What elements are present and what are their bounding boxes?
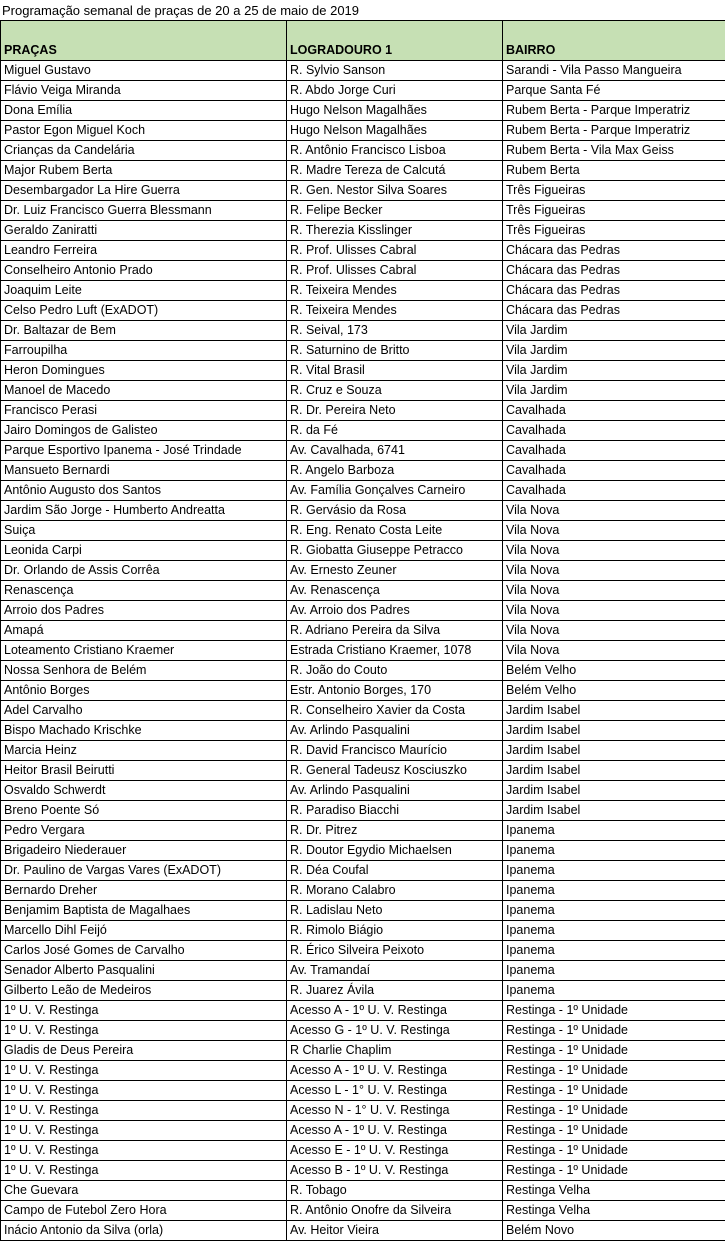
cell-bairro: Restinga - 1º Unidade (503, 1121, 725, 1141)
cell-praca: 1º U. V. Restinga (1, 1081, 287, 1101)
cell-logradouro: R. Morano Calabro (287, 881, 503, 901)
cell-praca: Celso Pedro Luft (ExADOT) (1, 301, 287, 321)
cell-logradouro: R. Angelo Barboza (287, 461, 503, 481)
cell-bairro: Restinga Velha (503, 1181, 725, 1201)
cell-bairro: Restinga Velha (503, 1201, 725, 1221)
cell-bairro: Chácara das Pedras (503, 261, 725, 281)
cell-bairro: Chácara das Pedras (503, 301, 725, 321)
cell-bairro: Ipanema (503, 961, 725, 981)
cell-praca: Osvaldo Schwerdt (1, 781, 287, 801)
table-row (1, 521, 725, 541)
table-row (1, 881, 725, 901)
cell-logradouro: Av. Ernesto Zeuner (287, 561, 503, 581)
cell-bairro: Restinga - 1º Unidade (503, 1161, 725, 1181)
table-row (1, 1081, 725, 1101)
cell-logradouro: Av. Renascença (287, 581, 503, 601)
table-row (1, 581, 725, 601)
table-row (1, 801, 725, 821)
cell-bairro: Ipanema (503, 841, 725, 861)
cell-praca: Pedro Vergara (1, 821, 287, 841)
table-row (1, 1161, 725, 1181)
cell-praca: Farroupilha (1, 341, 287, 361)
table-row (1, 161, 725, 181)
cell-bairro: Rubem Berta - Parque Imperatriz (503, 101, 725, 121)
cell-bairro: Vila Nova (503, 621, 725, 641)
cell-bairro: Rubem Berta - Parque Imperatriz (503, 121, 725, 141)
cell-logradouro: Acesso A - 1º U. V. Restinga (287, 1001, 503, 1021)
cell-bairro: Vila Nova (503, 541, 725, 561)
table-row (1, 481, 725, 501)
cell-praca: Pastor Egon Miguel Koch (1, 121, 287, 141)
cell-bairro: Três Figueiras (503, 201, 725, 221)
cell-logradouro: R. Cruz e Souza (287, 381, 503, 401)
header-logradouro: LOGRADOURO 1 (287, 41, 503, 61)
cell-praca: Miguel Gustavo (1, 61, 287, 81)
cell-logradouro: Av. Cavalhada, 6741 (287, 441, 503, 461)
table-row (1, 341, 725, 361)
table-row (1, 861, 725, 881)
cell-praca: Manoel de Macedo (1, 381, 287, 401)
table-row (1, 941, 725, 961)
cell-praca: Jardim São Jorge - Humberto Andreatta (1, 501, 287, 521)
cell-praca: Geraldo Zaniratti (1, 221, 287, 241)
cell-bairro: Restinga - 1º Unidade (503, 1041, 725, 1061)
table-row (1, 701, 725, 721)
cell-logradouro: Acesso A - 1º U. V. Restinga (287, 1121, 503, 1141)
cell-bairro: Vila Jardim (503, 361, 725, 381)
table-row (1, 961, 725, 981)
cell-praca: Dr. Orlando de Assis Corrêa (1, 561, 287, 581)
cell-bairro: Parque Santa Fé (503, 81, 725, 101)
cell-bairro: Vila Jardim (503, 321, 725, 341)
cell-logradouro: R. Ladislau Neto (287, 901, 503, 921)
cell-praca: Suiça (1, 521, 287, 541)
cell-logradouro: R. Dr. Pitrez (287, 821, 503, 841)
table-row (1, 721, 725, 741)
cell-logradouro: R. David Francisco Maurício (287, 741, 503, 761)
cell-logradouro: R. Vital Brasil (287, 361, 503, 381)
cell-praca: Bernardo Dreher (1, 881, 287, 901)
cell-logradouro: Av. Arroio dos Padres (287, 601, 503, 621)
cell-praca: Crianças da Candelária (1, 141, 287, 161)
cell-logradouro: R. Prof. Ulisses Cabral (287, 261, 503, 281)
table-row (1, 1221, 725, 1241)
cell-praca: Francisco Perasi (1, 401, 287, 421)
cell-praca: Jairo Domingos de Galisteo (1, 421, 287, 441)
table-row (1, 1121, 725, 1141)
header-spacer-row (1, 21, 725, 42)
cell-logradouro: R. Gen. Nestor Silva Soares (287, 181, 503, 201)
table-row (1, 1041, 725, 1061)
table-row (1, 401, 725, 421)
cell-logradouro: R. Antônio Francisco Lisboa (287, 141, 503, 161)
cell-praca: Marcia Heinz (1, 741, 287, 761)
table-row (1, 1101, 725, 1121)
cell-bairro: Belém Novo (503, 1221, 725, 1241)
table-row (1, 981, 725, 1001)
header-spacer-cell (503, 21, 725, 42)
cell-bairro: Chácara das Pedras (503, 281, 725, 301)
cell-praca: Conselheiro Antonio Prado (1, 261, 287, 281)
table-row (1, 241, 725, 261)
cell-bairro: Cavalhada (503, 421, 725, 441)
cell-bairro: Vila Nova (503, 601, 725, 621)
cell-bairro: Restinga - 1º Unidade (503, 1101, 725, 1121)
cell-bairro: Rubem Berta - Vila Max Geiss (503, 141, 725, 161)
cell-bairro: Ipanema (503, 941, 725, 961)
cell-logradouro: R. Therezia Kisslinger (287, 221, 503, 241)
header-row (1, 41, 725, 61)
table-row (1, 821, 725, 841)
table-row (1, 1001, 725, 1021)
cell-logradouro: R. Déa Coufal (287, 861, 503, 881)
cell-bairro: Restinga - 1º Unidade (503, 1021, 725, 1041)
cell-logradouro: R. Dr. Pereira Neto (287, 401, 503, 421)
cell-bairro: Vila Nova (503, 521, 725, 541)
table-body (1, 61, 725, 1241)
cell-bairro: Ipanema (503, 901, 725, 921)
cell-praca: Bispo Machado Krischke (1, 721, 287, 741)
cell-praca: Leandro Ferreira (1, 241, 287, 261)
cell-praca: Brigadeiro Niederauer (1, 841, 287, 861)
cell-praca: Adel Carvalho (1, 701, 287, 721)
table-row (1, 181, 725, 201)
cell-logradouro: R. Teixeira Mendes (287, 281, 503, 301)
table-row (1, 681, 725, 701)
cell-praca: Arroio dos Padres (1, 601, 287, 621)
cell-praca: 1º U. V. Restinga (1, 1121, 287, 1141)
cell-praca: Renascença (1, 581, 287, 601)
cell-bairro: Jardim Isabel (503, 781, 725, 801)
cell-praca: Dr. Luiz Francisco Guerra Blessmann (1, 201, 287, 221)
pracas-table (0, 20, 725, 1241)
cell-bairro: Restinga - 1º Unidade (503, 1061, 725, 1081)
cell-bairro: Belém Velho (503, 661, 725, 681)
cell-bairro: Jardim Isabel (503, 801, 725, 821)
cell-praca: Parque Esportivo Ipanema - José Trindade (1, 441, 287, 461)
table-row (1, 301, 725, 321)
table-row (1, 501, 725, 521)
cell-praca: 1º U. V. Restinga (1, 1101, 287, 1121)
cell-praca: Heron Domingues (1, 361, 287, 381)
cell-bairro: Três Figueiras (503, 181, 725, 201)
cell-praca: Desembargador La Hire Guerra (1, 181, 287, 201)
table-row (1, 601, 725, 621)
cell-logradouro: Estrada Cristiano Kraemer, 1078 (287, 641, 503, 661)
cell-bairro: Sarandi - Vila Passo Mangueira (503, 61, 725, 81)
cell-bairro: Cavalhada (503, 461, 725, 481)
cell-logradouro: R. Antônio Onofre da Silveira (287, 1201, 503, 1221)
table-row (1, 201, 725, 221)
cell-praca: 1º U. V. Restinga (1, 1061, 287, 1081)
cell-logradouro: R. Érico Silveira Peixoto (287, 941, 503, 961)
table-row (1, 841, 725, 861)
cell-logradouro: Av. Arlindo Pasqualini (287, 781, 503, 801)
cell-bairro: Restinga - 1º Unidade (503, 1001, 725, 1021)
cell-logradouro: R. Abdo Jorge Curi (287, 81, 503, 101)
cell-praca: 1º U. V. Restinga (1, 1021, 287, 1041)
table-row (1, 901, 725, 921)
table-row (1, 141, 725, 161)
table-row (1, 1181, 725, 1201)
header-pracas: PRAÇAS (1, 41, 287, 61)
table-row (1, 121, 725, 141)
table-row (1, 221, 725, 241)
table-row (1, 361, 725, 381)
cell-bairro: Vila Nova (503, 501, 725, 521)
cell-praca: Gilberto Leão de Medeiros (1, 981, 287, 1001)
cell-bairro: Belém Velho (503, 681, 725, 701)
cell-logradouro: R. Eng. Renato Costa Leite (287, 521, 503, 541)
cell-logradouro: Acesso G - 1º U. V. Restinga (287, 1021, 503, 1041)
sheet-title: Programação semanal de praças de 20 a 25 de maio de 2019 (2, 3, 360, 18)
cell-bairro: Restinga - 1º Unidade (503, 1141, 725, 1161)
cell-praca: Dona Emília (1, 101, 287, 121)
cell-bairro: Ipanema (503, 881, 725, 901)
cell-bairro: Jardim Isabel (503, 741, 725, 761)
cell-logradouro: R. Teixeira Mendes (287, 301, 503, 321)
cell-praca: Che Guevara (1, 1181, 287, 1201)
table-row (1, 61, 725, 81)
header-spacer-cell (1, 21, 287, 42)
cell-bairro: Jardim Isabel (503, 721, 725, 741)
cell-logradouro: R. João do Couto (287, 661, 503, 681)
cell-praca: Campo de Futebol Zero Hora (1, 1201, 287, 1221)
table-row (1, 741, 725, 761)
table-row (1, 101, 725, 121)
cell-logradouro: R. Gervásio da Rosa (287, 501, 503, 521)
cell-logradouro: Acesso E - 1º U. V. Restinga (287, 1141, 503, 1161)
cell-bairro: Ipanema (503, 861, 725, 881)
cell-praca: Marcello Dihl Feijó (1, 921, 287, 941)
cell-bairro: Cavalhada (503, 401, 725, 421)
cell-logradouro: Acesso A - 1º U. V. Restinga (287, 1061, 503, 1081)
cell-logradouro: R. Prof. Ulisses Cabral (287, 241, 503, 261)
cell-praca: Dr. Paulino de Vargas Vares (ExADOT) (1, 861, 287, 881)
table-row (1, 541, 725, 561)
cell-bairro: Vila Nova (503, 581, 725, 601)
cell-praca: 1º U. V. Restinga (1, 1141, 287, 1161)
cell-bairro: Vila Nova (503, 561, 725, 581)
cell-bairro: Três Figueiras (503, 221, 725, 241)
cell-bairro: Chácara das Pedras (503, 241, 725, 261)
cell-praca: Nossa Senhora de Belém (1, 661, 287, 681)
cell-bairro: Jardim Isabel (503, 701, 725, 721)
table-row (1, 661, 725, 681)
cell-logradouro: R. Juarez Ávila (287, 981, 503, 1001)
cell-praca: Joaquim Leite (1, 281, 287, 301)
cell-logradouro: R. da Fé (287, 421, 503, 441)
cell-praca: Inácio Antonio da Silva (orla) (1, 1221, 287, 1241)
cell-bairro: Vila Jardim (503, 341, 725, 361)
cell-praca: Flávio Veiga Miranda (1, 81, 287, 101)
table-row (1, 381, 725, 401)
cell-bairro: Vila Nova (503, 641, 725, 661)
cell-praca: Heitor Brasil Beirutti (1, 761, 287, 781)
cell-logradouro: R. Sylvio Sanson (287, 61, 503, 81)
cell-bairro: Cavalhada (503, 481, 725, 501)
table-row (1, 1021, 725, 1041)
cell-logradouro: R. Giobatta Giuseppe Petracco (287, 541, 503, 561)
cell-logradouro: R. Madre Tereza de Calcutá (287, 161, 503, 181)
cell-bairro: Jardim Isabel (503, 761, 725, 781)
cell-praca: Leonida Carpi (1, 541, 287, 561)
table-row (1, 641, 725, 661)
cell-bairro: Ipanema (503, 921, 725, 941)
cell-logradouro: R. Paradiso Biacchi (287, 801, 503, 821)
cell-bairro: Ipanema (503, 821, 725, 841)
cell-praca: 1º U. V. Restinga (1, 1161, 287, 1181)
table-row (1, 421, 725, 441)
cell-logradouro: R. Rimolo Biágio (287, 921, 503, 941)
table-row (1, 921, 725, 941)
cell-bairro: Vila Jardim (503, 381, 725, 401)
table-row (1, 1141, 725, 1161)
cell-praca: Antônio Borges (1, 681, 287, 701)
cell-logradouro: Hugo Nelson Magalhães (287, 121, 503, 141)
header-spacer-cell (287, 21, 503, 42)
cell-praca: Amapá (1, 621, 287, 641)
cell-praca: Senador Alberto Pasqualini (1, 961, 287, 981)
cell-logradouro: R. Adriano Pereira da Silva (287, 621, 503, 641)
table-row (1, 81, 725, 101)
table-row (1, 561, 725, 581)
cell-logradouro: R. General Tadeusz Kosciuszko (287, 761, 503, 781)
table-row (1, 441, 725, 461)
cell-logradouro: R. Conselheiro Xavier da Costa (287, 701, 503, 721)
cell-logradouro: R. Felipe Becker (287, 201, 503, 221)
cell-praca: Antônio Augusto dos Santos (1, 481, 287, 501)
table-row (1, 321, 725, 341)
cell-praca: Carlos José Gomes de Carvalho (1, 941, 287, 961)
cell-logradouro: Hugo Nelson Magalhães (287, 101, 503, 121)
cell-praca: Benjamim Baptista de Magalhaes (1, 901, 287, 921)
cell-logradouro: Acesso N - 1° U. V. Restinga (287, 1101, 503, 1121)
table-row (1, 261, 725, 281)
cell-logradouro: Estr. Antonio Borges, 170 (287, 681, 503, 701)
table-row (1, 461, 725, 481)
cell-logradouro: R. Tobago (287, 1181, 503, 1201)
cell-bairro: Ipanema (503, 981, 725, 1001)
cell-logradouro: Av. Arlindo Pasqualini (287, 721, 503, 741)
cell-praca: Gladis de Deus Pereira (1, 1041, 287, 1061)
cell-praca: Mansueto Bernardi (1, 461, 287, 481)
cell-logradouro: Av. Família Gonçalves Carneiro (287, 481, 503, 501)
cell-logradouro: Acesso L - 1° U. V. Restinga (287, 1081, 503, 1101)
table-row (1, 761, 725, 781)
cell-praca: Dr. Baltazar de Bem (1, 321, 287, 341)
cell-bairro: Restinga - 1º Unidade (503, 1081, 725, 1101)
cell-logradouro: R. Saturnino de Britto (287, 341, 503, 361)
table-row (1, 781, 725, 801)
cell-praca: Breno Poente Só (1, 801, 287, 821)
cell-bairro: Cavalhada (503, 441, 725, 461)
table-row (1, 281, 725, 301)
cell-logradouro: R. Doutor Egydio Michaelsen (287, 841, 503, 861)
table-row (1, 1061, 725, 1081)
cell-logradouro: Av. Heitor Vieira (287, 1221, 503, 1241)
table-row (1, 621, 725, 641)
cell-praca: Major Rubem Berta (1, 161, 287, 181)
cell-logradouro: Av. Tramandaí (287, 961, 503, 981)
cell-logradouro: R Charlie Chaplim (287, 1041, 503, 1061)
cell-praca: Loteamento Cristiano Kraemer (1, 641, 287, 661)
table-row (1, 1201, 725, 1221)
cell-praca: 1º U. V. Restinga (1, 1001, 287, 1021)
cell-logradouro: Acesso B - 1º U. V. Restinga (287, 1161, 503, 1181)
header-bairro: BAIRRO (503, 41, 725, 61)
cell-logradouro: R. Seival, 173 (287, 321, 503, 341)
cell-bairro: Rubem Berta (503, 161, 725, 181)
